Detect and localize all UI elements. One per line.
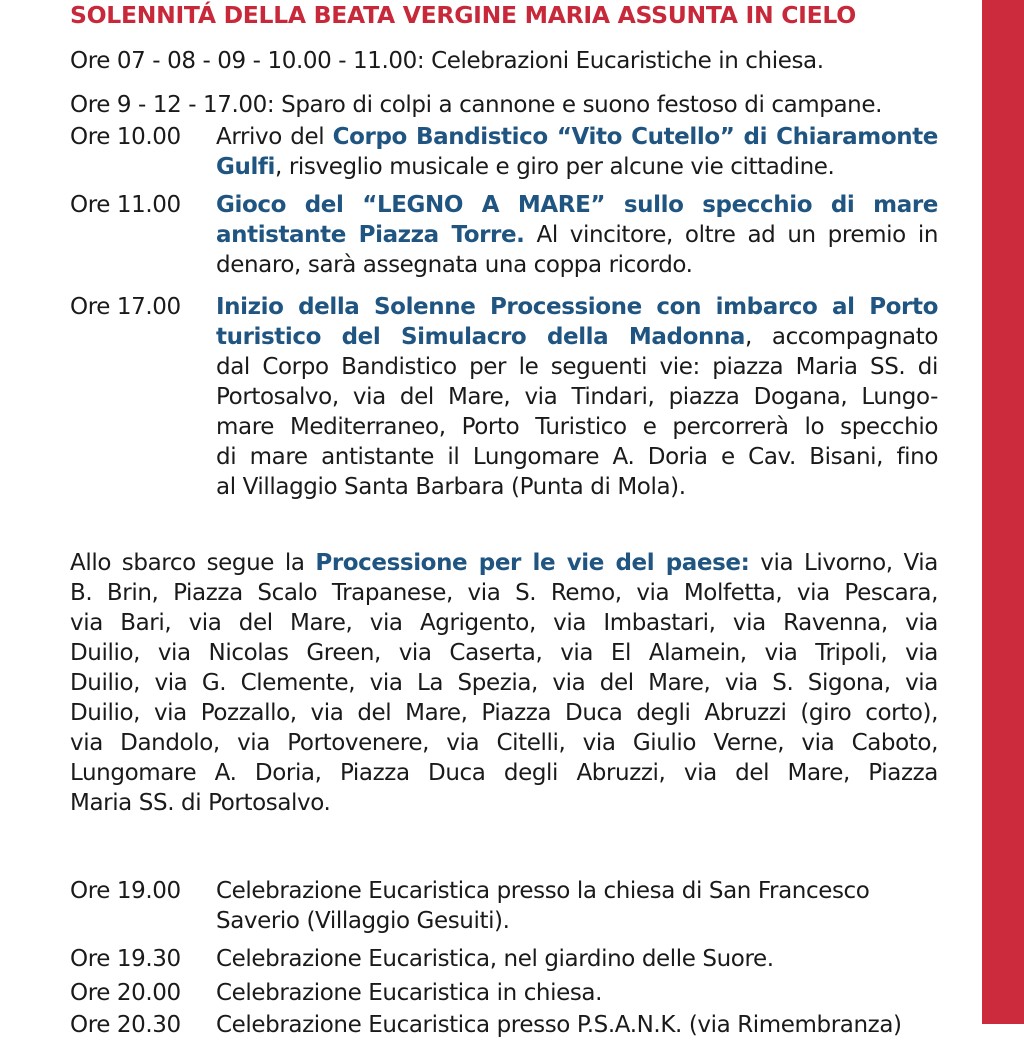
event-line: di mare antistante il Lungomare A. Doria e Cav. Bisani, fino — [216, 444, 938, 470]
procession-line: Lungomare A. Doria, Piazza Duca degli Abruzzi, via del Mare, Piazza — [70, 760, 938, 786]
event-desc-1100 — [216, 190, 938, 280]
procession-paragraph — [70, 548, 938, 818]
event-desc-1000 — [216, 122, 938, 182]
event-line: mare Mediterraneo, Porto Turistico e percorrerà lo specchio — [216, 414, 938, 440]
event-desc-1700 — [216, 292, 938, 502]
event-time-1900: Ore 19.00 — [70, 878, 181, 904]
procession-line: Duilio, via Nicolas Green, via Caserta, via El Alamein, via Tripoli, via — [70, 640, 938, 666]
procession-line: Maria SS. di Portosalvo. — [70, 790, 331, 816]
event-desc-2030: Celebrazione Eucaristica presso P.S.A.N.K. (via Rimembranza) — [216, 1012, 902, 1038]
event-line: Inizio della Solenne Processione con imbarco al Porto — [216, 294, 938, 320]
procession-line: via Bari, via del Mare, via Agrigento, via Imbastari, via Ravenna, via — [70, 610, 938, 636]
event-time-1000: Ore 10.00 — [70, 124, 181, 150]
event-line: turistico del Simulacro della Madonna, accompagnato — [216, 324, 938, 350]
event-desc-2000: Celebrazione Eucaristica in chiesa. — [216, 980, 603, 1006]
event-time-2000: Ore 20.00 — [70, 980, 181, 1006]
event-time-2030: Ore 20.30 — [70, 1012, 181, 1038]
page-title: SOLENNITÁ DELLA BEATA VERGINE MARIA ASSUNTA IN CIELO — [70, 1, 856, 29]
side-accent-bar — [982, 0, 1024, 1024]
event-line: denaro, sarà assegnata una coppa ricordo. — [216, 252, 693, 278]
event-line: Gulfi, risveglio musicale e giro per alcune vie cittadine. — [216, 154, 835, 180]
event-desc-1930: Celebrazione Eucaristica, nel giardino delle Suore. — [216, 946, 774, 972]
event-line: dal Corpo Bandistico per le seguenti vie: piazza Maria SS. di — [216, 354, 938, 380]
event-line: al Villaggio Santa Barbara (Punta di Mola). — [216, 474, 686, 500]
procession-line: Duilio, via Pozzallo, via del Mare, Piazza Duca degli Abruzzi (giro corto), — [70, 700, 938, 726]
event-time-1100: Ore 11.00 — [70, 192, 181, 218]
event-line: Arrivo del Corpo Bandistico “Vito Cutello” di Chiaramonte — [216, 124, 938, 150]
procession-line: B. Brin, Piazza Scalo Trapanese, via S. Remo, via Molfetta, via Pescara, — [70, 580, 938, 606]
procession-line: Allo sbarco segue la Processione per le vie del paese: via Livorno, Via — [70, 550, 938, 576]
event-line: Portosalvo, via del Mare, via Tindari, piazza Dogana, Lungo- — [216, 384, 938, 410]
event-line: Gioco del “LEGNO A MARE” sullo specchio di mare — [216, 192, 938, 218]
event-desc-1900: Celebrazione Eucaristica presso la chiesa di San Francesco Saverio (Villaggio Gesuiti). — [216, 878, 870, 934]
procession-line: via Dandolo, via Portovenere, via Citelli, via Giulio Verne, via Caboto, — [70, 730, 938, 756]
procession-line: Duilio, via G. Clemente, via La Spezia, via del Mare, via S. Sigona, via — [70, 670, 938, 696]
intro-line-2: Ore 9 - 12 - 17.00: Sparo di colpi a cannone e suono festoso di campane. — [70, 92, 883, 118]
intro-line-1: Ore 07 - 08 - 09 - 10.00 - 11.00: Celebrazioni Eucaristiche in chiesa. — [70, 48, 824, 74]
event-time-1930: Ore 19.30 — [70, 946, 181, 972]
event-time-1700: Ore 17.00 — [70, 294, 181, 320]
event-line: antistante Piazza Torre. Al vincitore, oltre ad un premio in — [216, 222, 938, 248]
